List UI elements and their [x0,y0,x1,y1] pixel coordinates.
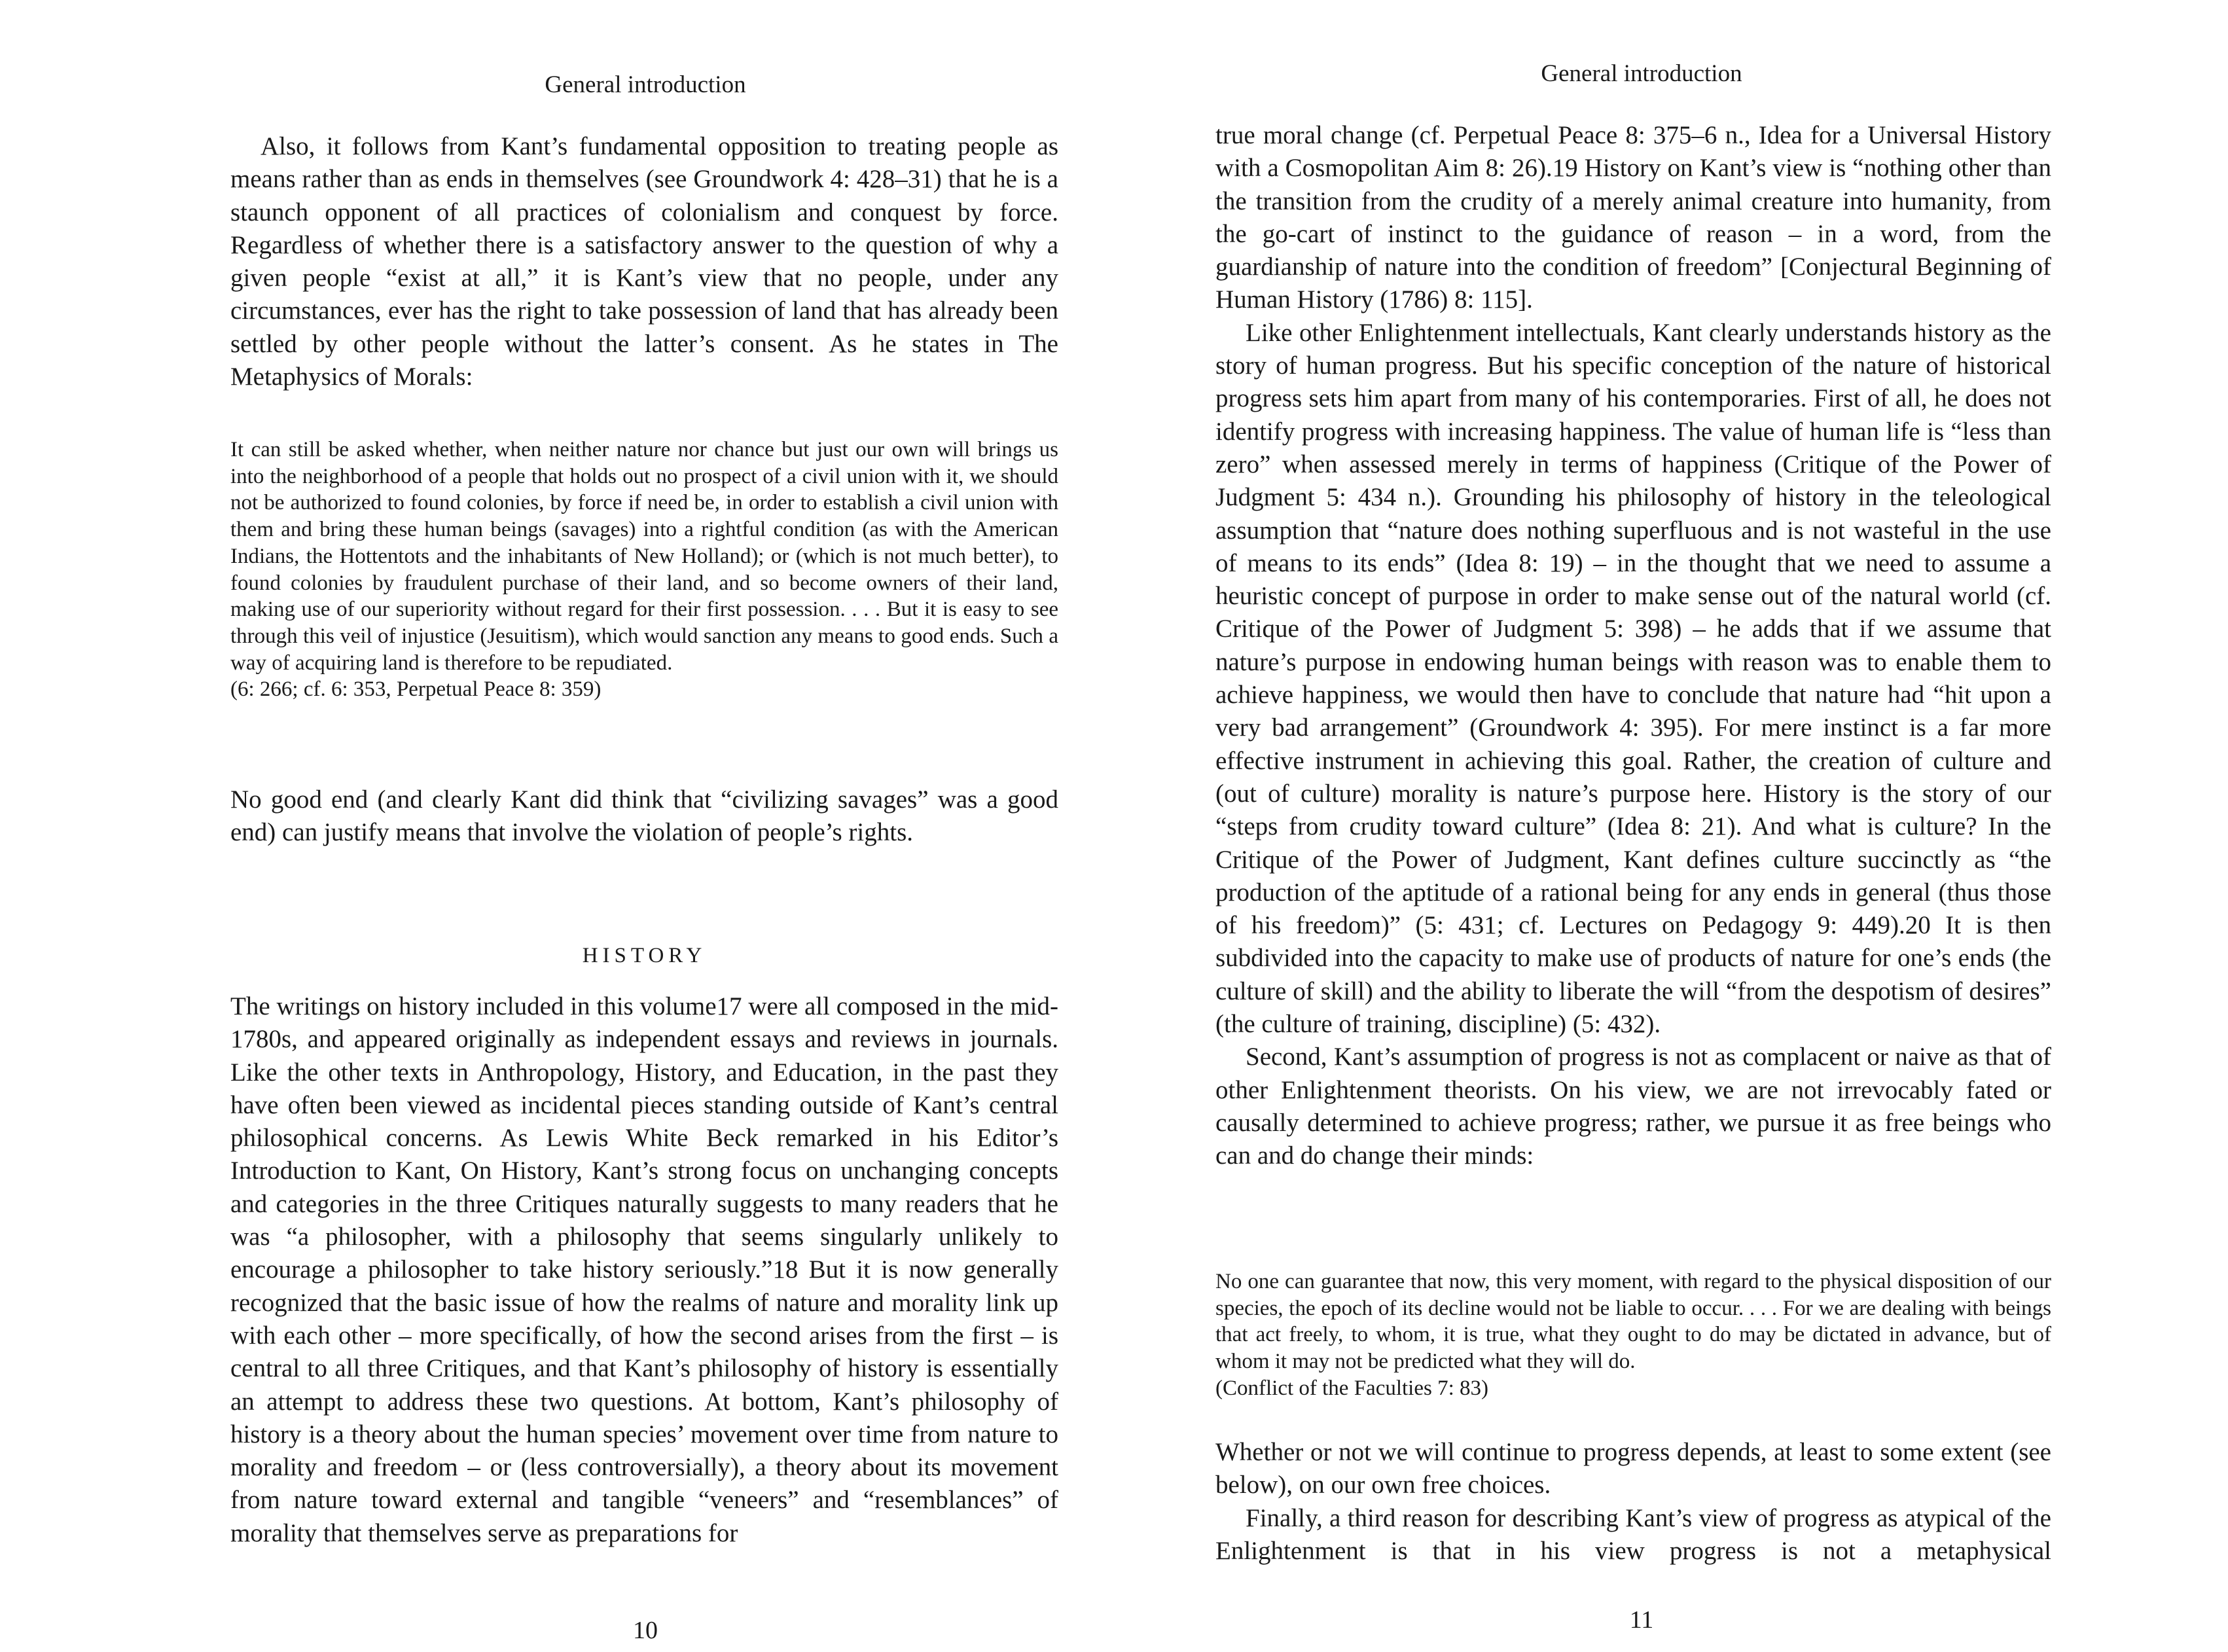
paragraph-whether: Whether or not we will continue to progress depends, at least to some extent (see below), on our own free choices. [1215,1438,2051,1499]
main-column [1215,119,2051,1173]
paragraph-history: The writings on history included in this volume17 were all composed in the mid-1780s, and appeared originally as independent essays and reviews in journals. Like the other texts in Anthropology, History, and Education, in the past they have often been viewed as incidental pieces standing outside of Kant’s central philosophical concerns. As Lewis White Beck remarked in his Editor’s Introduction to Kant, On History, Kant’s strong focus on unchanging concepts and categories in the three Critiques naturally suggests to many readers that he was “a philosopher, with a philosophy that seems singularly unlikely to encourage a philosopher to take history seriously.”18 But it is now generally recognized that the basic issue of how the realms of nature and morality link up with each other – more specifically, of how the second arises from the first – is central to all three Critiques, and that Kant’s philosophy of history is essentially an attempt to address these two questions. At bottom, Kant’s philosophy of history is a theory about the human species’ movement over time from nature to morality and freedom – or (less controversially), a theory about its movement from nature toward external and tangible “veneers” and “resemblances” of morality that themselves serve as preparations for [230,992,1058,1547]
paragraph-colonialism: Also, it follows from Kant’s fundamental opposition to treating people as means rather than as ends in themselves (see Groundwork 4: 428–31) that he is a staunch opponent of all practices of colonialism and conquest by force. Regardless of whether there is a satisfactory answer to the question of why a given people “exist at all,” it is Kant’s view that no people, under any circumstances, ever has the right to take possession of land that has already been settled by other people without the latter’s consent. As he states in The Metaphysics of Morals: [230,132,1058,391]
paragraph-block [1215,1436,2051,1568]
right-page [1114,0,2228,1652]
block-quote [1215,1268,2051,1402]
block-quote-metaphysics: It can still be asked whether, when neither nature nor chance but just our own will brings us into the neighborhood of a people that holds out no prospect of a civil union with it, we should not be authorized to found colonies, by force if need be, in order to establish a civil union with them and bring these human beings (savages) into a rightful condition (as with the American Indians, the Hottentots and the inhabitants of New Holland); or (which is not much better), to found colonies by fraudulent purchase of their land, and so become owners of their land, making use of our superiority without regard for their first possession. . . . But it is easy to see through this veil of injustice (Jesuitism), which would sanction any means to good ends. Such a way of acquiring land is therefore to be repudiated. [230,438,1058,675]
paragraph-moral-change: true moral change (cf. Perpetual Peace 8: 375–6 n., Idea for a Universal History with a Cosmopolitan Aim 8: 26).19 History on Kant’s view is “nothing other than the transition from the crudity of a merely animal creature into humanity, from the go-cart of instinct to the guidance of reason – in a word, from the guardianship of nature into the condition of freedom” [Conjectural Beginning of Human History (1786) 8: 115]. [1215,121,2051,314]
quote-citation: (6: 266; cf. 6: 353, Perpetual Peace 8: 359) [230,677,602,702]
running-head: General introduction [545,71,746,98]
paragraph-enlightenment: Like other Enlightenment intellectuals, Kant clearly understands history as the story of human progress. But his specific conception of the nature of historical progress sets him apart from many of his contemporaries. First of all, he does not identify progress with increasing happiness. The value of human life is “less than zero” when assessed merely in terms of happiness (Critique of the Power of Judgment 5: 434 n.). Grounding his philosophy of history in the teleological assumption that “nature does nothing superfluous and is not wasteful in the use of means to its ends” (Idea 8: 19) – in the thought that we need to assume a heuristic concept of purpose in order to make sense out of the natural world (cf. Critique of the Power of Judgment 5: 398) – he adds that if we assume that nature’s purpose in endowing human beings with reason was to enable them to achieve happiness, we would then have to conclude that nature had “hit upon a very bad arrangement” (Groundwork 4: 395). For mere instinct is a far more effective instrument in achieving this goal. Rather, the creation of culture and (out of culture) morality is nature’s purpose here. History is the story of our “steps from crudity toward culture” (Idea 8: 21). And what is culture? In the Critique of the Power of Judgment, Kant defines culture succinctly as “the production of the aptitude of a rational being for any ends in general (thus those of his freedom)” (5: 431; cf. Lectures on Pedagogy 9: 449).20 It is then subdivided into the capacity to make use of products of nature for one’s ends (the culture of skill) and the ability to liberate the will “from the despotism of desires” (the culture of training, discipline) (5: 432). [1215,318,2051,1039]
page-number: 11 [1629,1606,1654,1634]
quote-citation: (Conflict of the Faculties 7: 83) [1215,1376,1488,1400]
paragraph-finally: Finally, a third reason for describing Kant’s view of progress as atypical of the Enlightenment is that in his view progress is not a metaphysical [1215,1503,2051,1565]
paragraph-good-end: No good end (and clearly Kant did think that “civilizing savages” was a good end) can justify means that involve the violation of people’s rights. [230,785,1058,847]
paragraph-block [230,990,1058,1550]
running-head: General introduction [1541,60,1742,87]
section-heading: HISTORY [582,944,707,967]
paragraph-second: Second, Kant’s assumption of progress is not as complacent or naive as that of other Enlightenment theorists. On his view, we are not irrevocably fated or causally determined to achieve progress; rather, we pursue it as free beings who can and do change their minds: [1215,1043,2051,1170]
block-quote [230,437,1058,703]
block-quote-conflict: No one can guarantee that now, this very moment, with regard to the physical disposition of our species, the epoch of its decline would not be liable to occur. . . . For we are dealing with beings that act freely, to whom, it is true, what they ought to do may be dictated in advance, but of whom it may not be predicted what they will do. [1215,1270,2051,1374]
main-column [230,130,1058,393]
paragraph-block [230,783,1058,850]
page-number: 10 [633,1617,658,1644]
